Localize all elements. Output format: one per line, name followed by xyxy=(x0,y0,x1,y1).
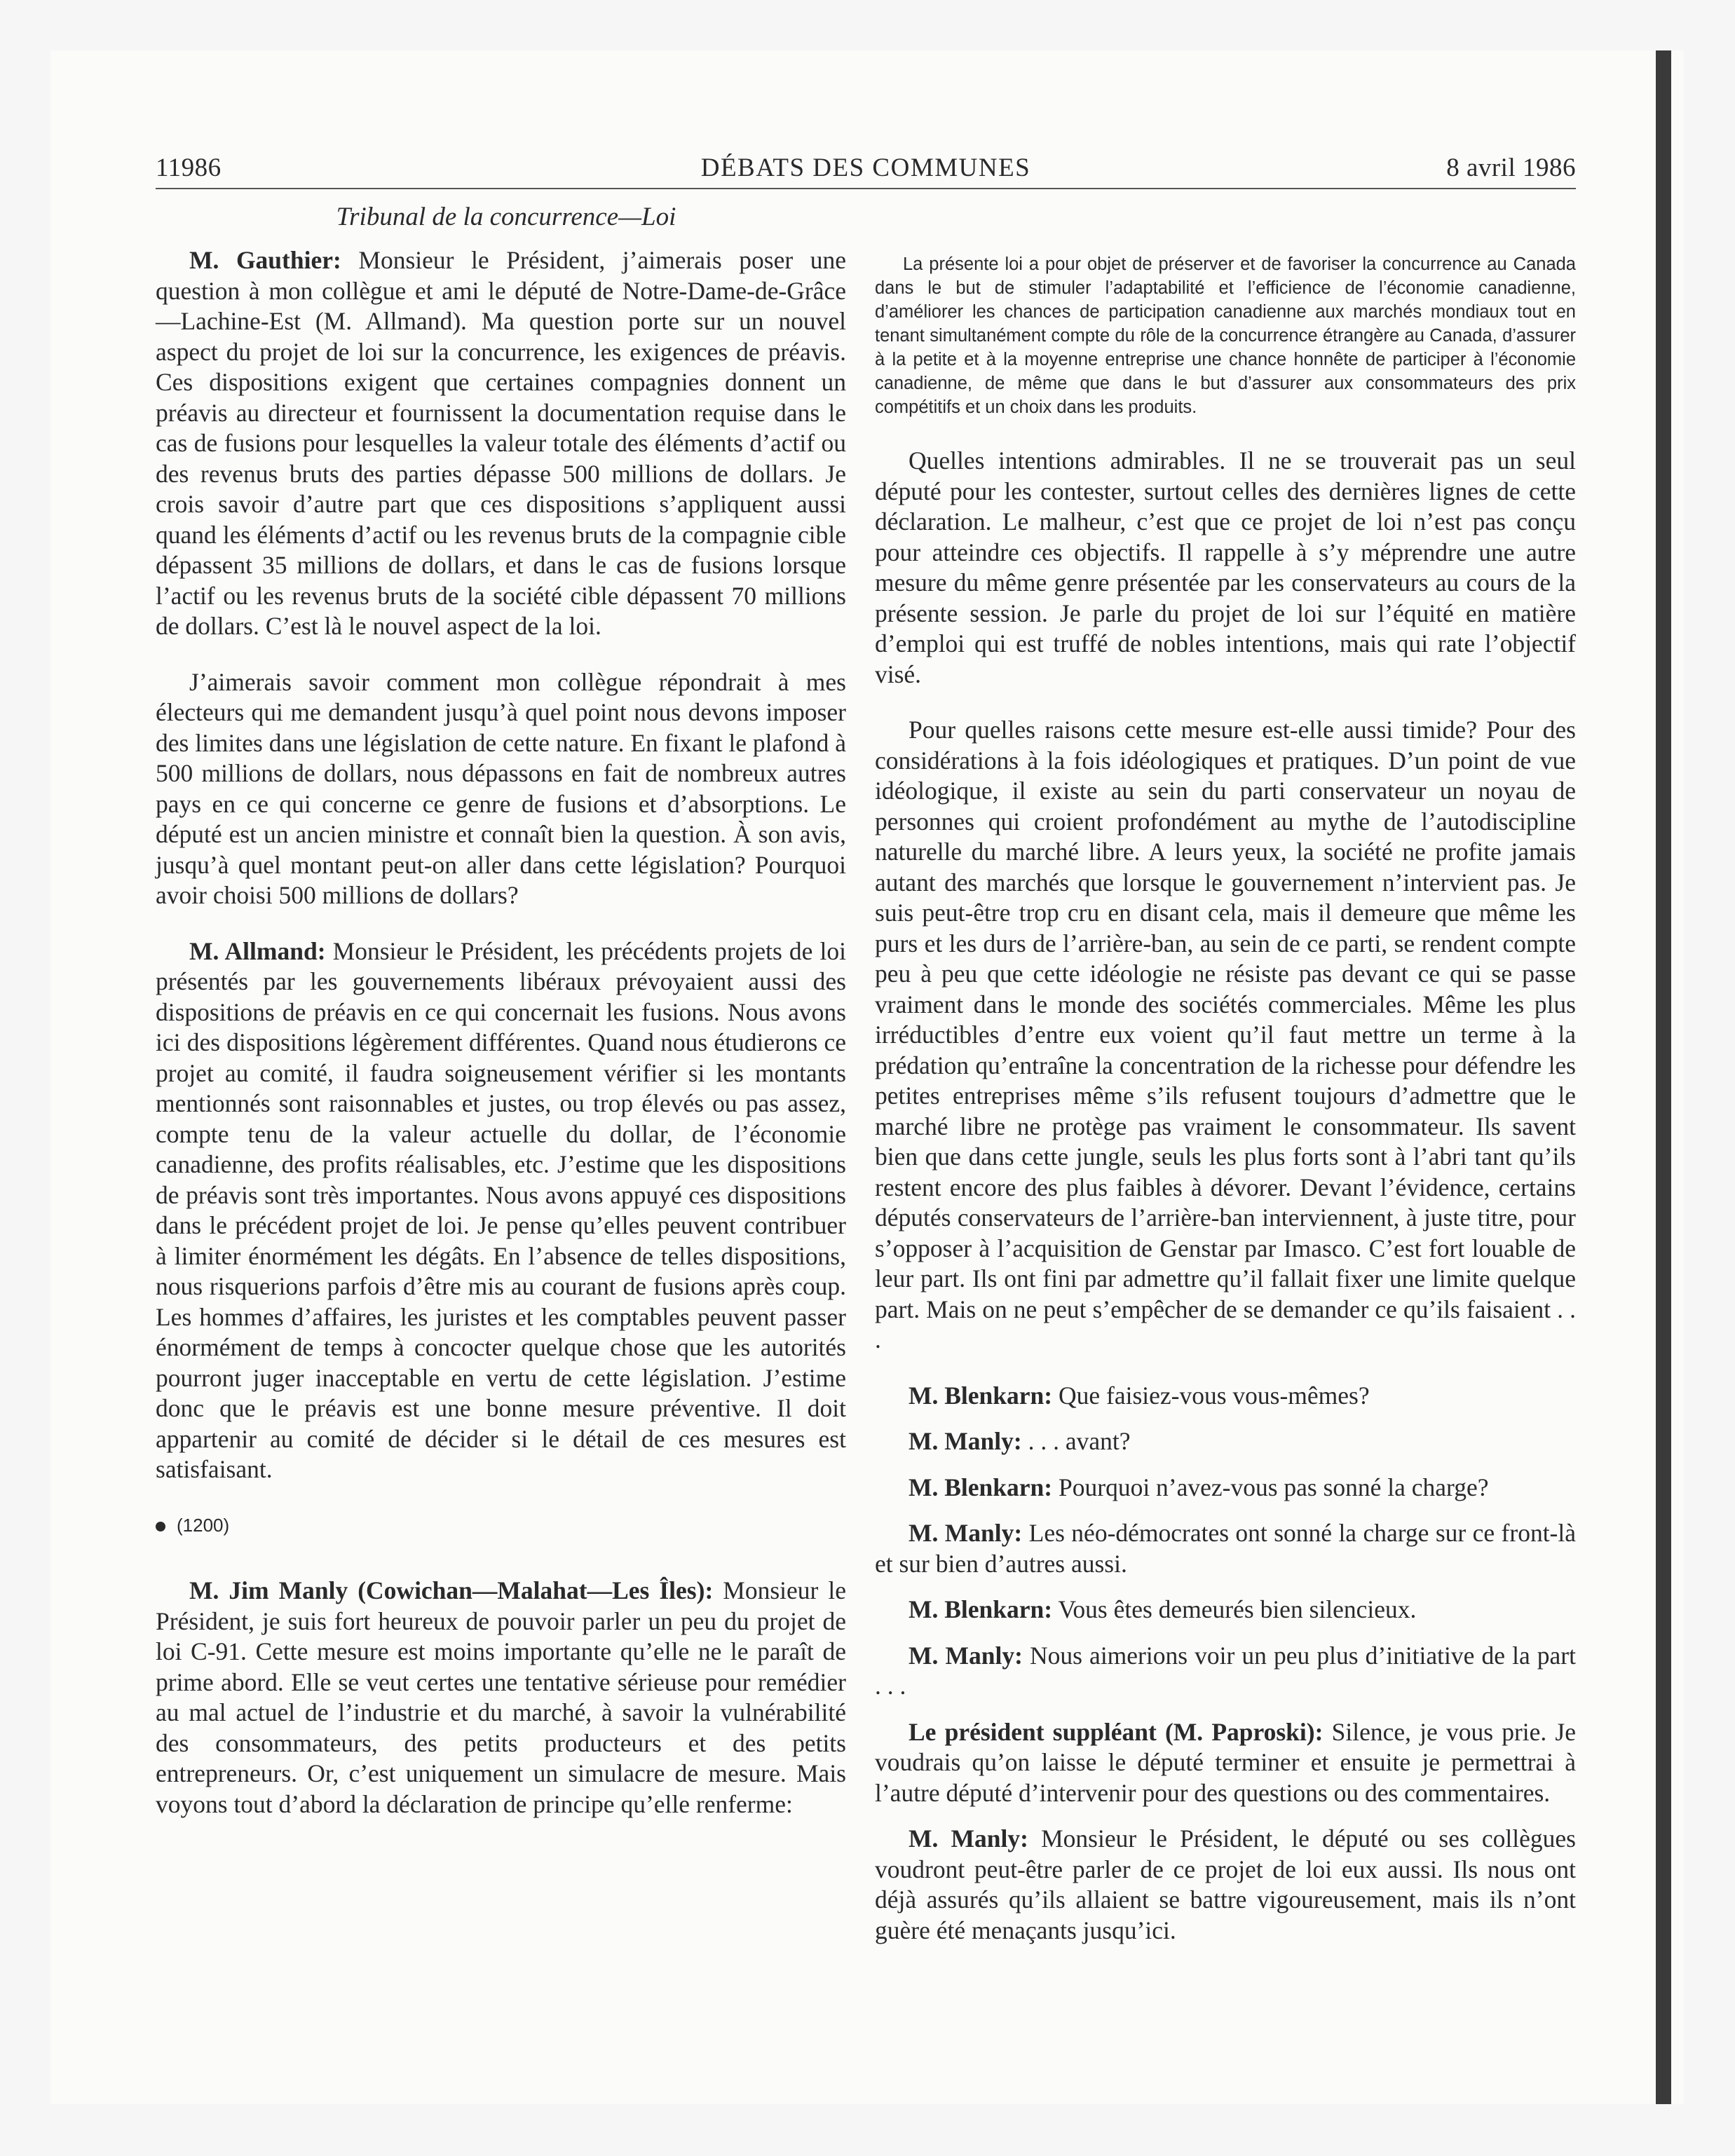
paragraph xyxy=(875,1381,1576,1412)
speech-text: Les néo-démocrates ont sonné la charge sur ce front-là et sur bien d’autres aussi. xyxy=(875,1519,1576,1578)
speech-text: . . . avant? xyxy=(1021,1427,1131,1455)
speech-text: Silence, je vous prie. Je voudrais qu’on laisse le député terminer et ensuite je permettrai à l’autre député d’intervenir pour des questions ou des commentaires. xyxy=(875,1717,1577,1807)
speaker-name: M. Jim Manly (Cowichan—Malahat—Les Îles): xyxy=(189,1576,714,1604)
speaker-name: M. Allmand: xyxy=(189,936,326,965)
paragraph xyxy=(875,1824,1576,1946)
speech-text: Monsieur le Président, j’aimerais poser une question à mon collègue et ami le député de Notre-Dame-de-Grâce—Lachine-Est (M. Allmand). Ma question porte sur un nouvel aspect du projet de loi sur la concurrence, les exigences de préavis. Ces dispositions exigent que certaines compagnies donnent un préavis au directeur et fournissent la documentation requise dans le cas de fusions pour lesquelles la valeur totale des éléments d’actif ou des revenus bruts des parties dépasse 500 millions de dollars. Je crois savoir d’autre part que ces dispositions s’appliquent aussi quand les éléments d’actif ou les revenus bruts de la compagnie cible dépassent 35 millions de dollars, et dans le cas de fusions lorsque l’actif ou les revenus bruts de la société cible dépassent 70 millions de dollars. C’est là le nouvel aspect de la loi. xyxy=(156,246,846,640)
section-title: Tribunal de la concurrence—Loi xyxy=(336,203,676,231)
paragraph xyxy=(875,1426,1576,1457)
speech-text: Quelles intentions admirables. Il ne se trouverait pas un seul député pour les contester, surtout celles des dernières lignes de cette déclaration. Le malheur, c’est que ce projet de loi n’est pas conçu pour atteindre ces objectifs. Il rappelle à s’y méprendre une autre mesure du même genre présentée par les conservateurs au cours de la présente session. Je parle du projet de loi sur l’équité en matière d’emploi qui est truffé de nobles intentions, mais qui rate l’objectif visé. xyxy=(875,446,1576,688)
speaker-name: M. Manly: xyxy=(909,1641,1023,1670)
paragraph xyxy=(875,715,1576,1356)
scan-edge xyxy=(1656,50,1671,2104)
page-header xyxy=(156,153,1576,189)
paragraph xyxy=(875,1641,1576,1702)
header-rule xyxy=(156,188,1576,189)
paragraph xyxy=(875,1595,1576,1625)
speech-text: Pourquoi n’avez-vous pas sonné la charge? xyxy=(1052,1473,1489,1501)
paragraph xyxy=(156,667,846,911)
speaker-name: M. Manly: xyxy=(909,1519,1023,1547)
speaker-name: M. Gauthier: xyxy=(189,246,341,274)
bullet-icon xyxy=(156,1522,165,1531)
left-column xyxy=(156,245,846,1845)
speaker-name: M. Manly: xyxy=(909,1824,1028,1853)
speech-text: Que faisiez-vous vous-mêmes? xyxy=(1052,1381,1370,1410)
speaker-name: M. Blenkarn: xyxy=(909,1595,1053,1623)
speech-text: Pour quelles raisons cette mesure est-elle aussi timide? Pour des considérations à la fois idéologiques et pratiques. D’un point de vue idéologique, il existe au sein du parti conservateur un noyau de personnes qui croient profondément au mythe de l’autodiscipline naturelle du marché libre. A leurs yeux, la société ne profite jamais autant des marchés que lorsque le gouvernement n’intervient pas. Je suis peut-être trop cru en disant cela, mais il demeure que même les purs et les durs de l’arrière-ban, au sein de ce parti, se rendent compte peu à peu que cette idéologie ne résiste pas devant ce qui se passe vraiment dans le monde des sociétés commerciales. Même les plus irréductibles d’entre eux voient qu’il faut mettre un terme à la prédation qu’entraîne la concentration de la richesse pour défendre les petites entreprises même s’ils refusent toujours d’admettre que le marché libre ne protège pas vraiment le consommateur. Ils savent bien que dans cette jungle, seuls les plus forts sont à l’abri tant qu’ils restent encore des plus faibles à dévorer. Devant l’évidence, certains députés conservateurs de l’arrière-ban interviennent, à juste titre, pour s’opposer à l’acquisition de Genstar par Imasco. C’est fort louable de leur part. Ils ont fini par admettre qu’il fallait fixer une limite quelque part. Mais on ne peut s’empêcher de se demander ce qu’ils faisaient . . . xyxy=(875,716,1576,1353)
speaker-name: M. Manly: xyxy=(909,1427,1022,1455)
page-number: 11986 xyxy=(156,153,222,182)
speech-text: Nous aimerions voir un peu plus d’initiative de la part . . . xyxy=(875,1641,1576,1700)
speaker-name: M. Blenkarn: xyxy=(909,1473,1053,1501)
quoted-statement: La présente loi a pour objet de préserver et de favoriser la concurrence au Canada dans le but de stimuler l’adaptabilité et l’efficience de l’économie canadienne, d’améliorer les chances de participation canadienne aux marchés mondiaux tout en tenant simultanément compte du rôle de la concurrence étrangère au Canada, d’assurer à la petite et à la moyenne entreprise une chance honnête de participer à l’économie canadienne, de même que dans le but d’assurer aux consommateurs des prix compétitifs et un choix dans les produits. xyxy=(875,254,1576,417)
speech-text: Monsieur le Président, le député ou ses collègues voudront peut-être parler de ce projet de loi eux aussi. Ils nous ont déjà assurés qu’ils allaient se battre vigoureusement, mais ils n’ont guère été menaçants jusqu’ici. xyxy=(875,1824,1576,1944)
speech-text: Monsieur le Président, je suis fort heureux de pouvoir parler un peu du projet de loi C-91. Cette mesure est moins importante qu’elle ne le paraît de prime abord. Elle se veut certes une tentative sérieuse pour remédier au mal actuel de l’industrie et du marché, à savoir la vulnérabilité des consommateurs, des petits producteurs et des petits entrepreneurs. Or, c’est uniquement un simulacre de mesure. Mais voyons tout d’abord la déclaration de principe qu’elle renferme: xyxy=(156,1576,846,1818)
speaker-name: M. Blenkarn: xyxy=(909,1381,1053,1410)
paragraph xyxy=(875,1518,1576,1579)
speaker-name: Le président suppléant (M. Paproski): xyxy=(909,1717,1324,1746)
speech-text: J’aimerais savoir comment mon collègue répondrait à mes électeurs qui me demandent jusqu’à quel point nous devons imposer des limites dans une législation de cette nature. En fixant le plafond à 500 millions de dollars, nous dépassons en fait de nombreux autres pays en ce qui concerne ce genre de fusions et d’absorptions. Le député est un ancien ministre et connaît bien la question. À son avis, jusqu’à quel montant peut-on aller dans cette législation? Pourquoi avoir choisi 500 millions de dollars? xyxy=(156,667,846,909)
page-date: 8 avril 1986 xyxy=(1446,153,1576,182)
publication-title: DÉBATS DES COMMUNES xyxy=(700,153,1031,182)
paragraph xyxy=(156,936,846,1485)
speech-text: Monsieur le Président, les précédents projets de loi présentés par les gouvernements libéraux prévoyaient aussi des dispositions de préavis en ce qui concernait les fusions. Nous avons ici des dispositions légèrement différentes. Quand nous étudierons ce projet au comité, il faudra soigneusement vérifier si les montants mentionnés sont raisonnables et justes, ou trop élevés ou pas assez, compte tenu de la valeur actuelle du dollar, de l’économie canadienne, des profits réalisables, etc. J’estime que les dispositions de préavis sont très importantes. Nous avons appuyé ces dispositions dans le précédent projet de loi. Je pense qu’elles peuvent contribuer à limiter énormément les dégâts. En l’absence de telles dispositions, nous risquerions parfois d’être mis au courant de fusions après coup. Les hommes d’affaires, les juristes et les comptables peuvent passer énormément de temps à concocter quelque chose que les autorités pourront juger inacceptable en vertu de cette législation. J’estime donc que le préavis est une bonne mesure préventive. Il doit appartenir au comité de décider si le détail de ces mesures est satisfaisant. xyxy=(156,936,847,1483)
right-column xyxy=(875,252,1576,1961)
paragraph xyxy=(875,1473,1576,1503)
paragraph xyxy=(156,245,846,642)
paragraph xyxy=(156,1576,846,1820)
paragraph xyxy=(875,1717,1576,1809)
time-marker xyxy=(156,1510,846,1541)
paragraph xyxy=(875,446,1576,690)
speech-text: Vous êtes demeurés bien silencieux. xyxy=(1052,1595,1417,1623)
time-marker-text: (1200) xyxy=(177,1514,230,1536)
